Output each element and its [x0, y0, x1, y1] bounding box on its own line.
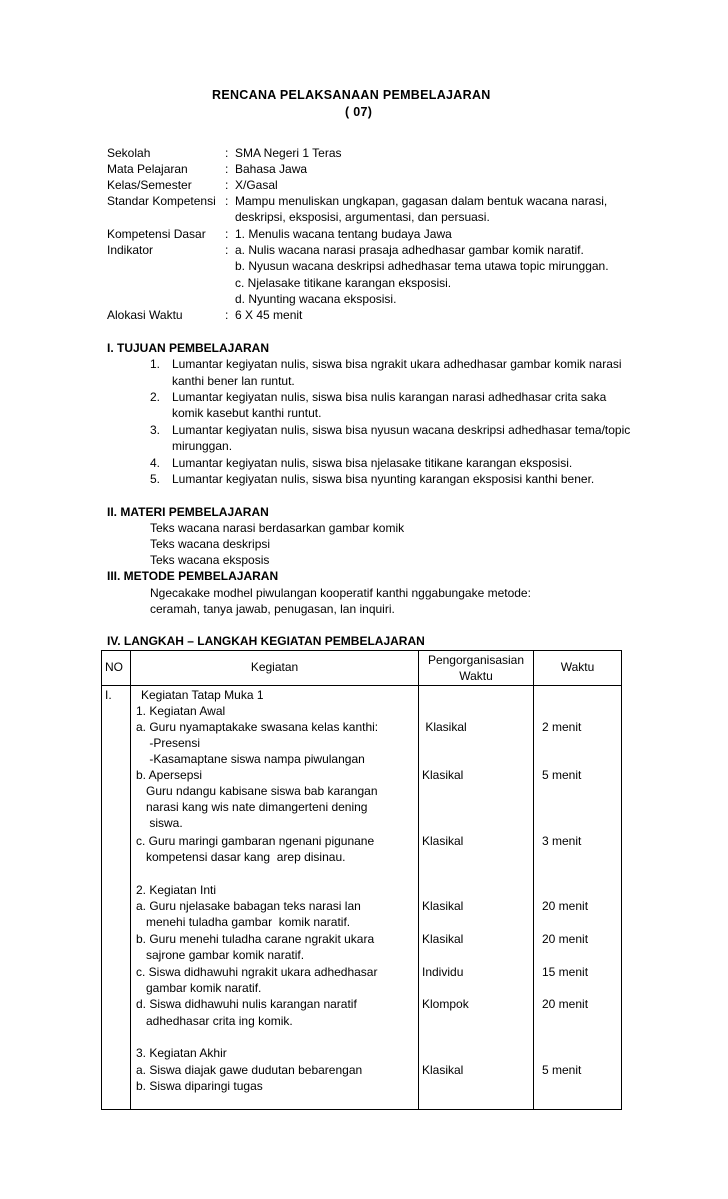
- table-cell-kegiatan: d. Siswa didhawuhi nulis karangan naratif: [136, 997, 357, 1011]
- table-row-number: I.: [105, 688, 112, 702]
- section-heading-metode: III. METODE PEMBELAJARAN: [107, 569, 279, 583]
- list-item-number: 5.: [150, 472, 161, 486]
- list-item-text: Lumantar kegiyatan nulis, siswa bisa njelasake titikane karangan eksposisi.: [172, 456, 573, 470]
- table-cell-kegiatan: 1. Kegiatan Awal: [136, 704, 226, 718]
- table-cell-pengorganisasian: Individu: [422, 965, 464, 979]
- table-cell-kegiatan: b. Guru menehi tuladha carane ngrakit ukara: [136, 932, 375, 946]
- table-cell-waktu: 15 menit: [542, 965, 589, 979]
- table-border-left: [101, 650, 102, 1110]
- identity-label: Sekolah: [107, 146, 151, 160]
- identity-label: Kelas/Semester: [107, 178, 192, 192]
- table-cell-waktu: 20 menit: [542, 899, 589, 913]
- materi-line: Teks wacana deskripsi: [150, 537, 271, 551]
- table-cell-waktu: 3 menit: [542, 834, 582, 848]
- section-heading-langkah: IV. LANGKAH – LANGKAH KEGIATAN PEMBELAJARAN: [107, 634, 425, 648]
- table-border-bottom: [101, 1109, 622, 1110]
- identity-value: deskripsi, eksposisi, argumentasi, dan persuasi.: [235, 210, 490, 224]
- table-cell-kegiatan: 2. Kegiatan Inti: [136, 883, 217, 897]
- table-cell-waktu: 20 menit: [542, 997, 589, 1011]
- list-item-number: 3.: [150, 423, 161, 437]
- identity-value: SMA Negeri 1 Teras: [235, 146, 342, 160]
- list-item-number: 1.: [150, 357, 161, 371]
- table-cell-pengorganisasian: Klasikal: [422, 834, 464, 848]
- list-item-number: 2.: [150, 390, 161, 404]
- identity-sep: :: [225, 308, 229, 322]
- metode-line: Ngecakake modhel piwulangan kooperatif kanthi nggabungake metode:: [150, 586, 531, 600]
- materi-line: Teks wacana narasi berdasarkan gambar komik: [150, 521, 405, 535]
- identity-value: d. Nyunting wacana eksposisi.: [235, 292, 397, 306]
- list-item-text: Lumantar kegiyatan nulis, siswa bisa nyusun wacana deskripsi adhedhasar tema/topic: [172, 423, 631, 437]
- table-cell-kegiatan: adhedhasar crita ing komik.: [136, 1014, 293, 1028]
- table-header-no: NO: [105, 660, 123, 674]
- identity-value: Mampu menuliskan ungkapan, gagasan dalam bentuk wacana narasi,: [235, 194, 608, 208]
- table-cell-kegiatan: b. Apersepsi: [136, 768, 203, 782]
- table-header-pengorganisasian-waktu: Waktu: [459, 669, 493, 683]
- materi-line: Teks wacana eksposis: [150, 553, 270, 567]
- table-cell-kegiatan: a. Guru njelasake babagan teks narasi lan: [136, 899, 361, 913]
- table-header-pengorganisasian: Pengorganisasian: [427, 653, 525, 667]
- table-cell-kegiatan: kompetensi dasar kang arep disinau.: [136, 850, 346, 864]
- identity-sep: :: [225, 178, 229, 192]
- table-divider-peng: [533, 650, 534, 1110]
- table-cell-pengorganisasian: Klompok: [422, 997, 469, 1011]
- metode-line: ceramah, tanya jawab, penugasan, lan inquiri.: [150, 602, 395, 616]
- identity-value: 1. Menulis wacana tentang budaya Jawa: [235, 227, 452, 241]
- table-cell-waktu: 20 menit: [542, 932, 589, 946]
- table-cell-waktu: 5 menit: [542, 768, 582, 782]
- list-item-text: Lumantar kegiyatan nulis, siswa bisa nyunting karangan eksposisi kanthi bener.: [172, 472, 595, 486]
- table-cell-waktu: 2 menit: [542, 720, 582, 734]
- table-cell-kegiatan: b. Siswa diparingi tugas: [136, 1079, 263, 1093]
- table-cell-kegiatan: Guru ndangu kabisane siswa bab karangan: [136, 784, 378, 798]
- list-item-text: kanthi bener lan runtut.: [172, 374, 295, 388]
- table-cell-pengorganisasian: Klasikal: [422, 720, 467, 734]
- table-cell-kegiatan: c. Guru maringi gambaran ngenani pigunane: [136, 834, 375, 848]
- table-cell-kegiatan: c. Siswa didhawuhi ngrakit ukara adhedhasar: [136, 965, 378, 979]
- table-border-right: [621, 650, 622, 1110]
- identity-sep: :: [225, 243, 229, 257]
- document-title: RENCANA PELAKSANAAN PEMBELAJARAN: [212, 88, 491, 102]
- identity-label: Alokasi Waktu: [107, 308, 183, 322]
- table-cell-pengorganisasian: Klasikal: [422, 1063, 464, 1077]
- table-cell-kegiatan: a. Guru nyamaptakake swasana kelas kanthi:: [136, 720, 379, 734]
- list-item-text: Lumantar kegiyatan nulis, siswa bisa ngrakit ukara adhedhasar gambar komik narasi: [172, 357, 622, 371]
- table-divider-kegiatan: [418, 650, 419, 1110]
- identity-sep: :: [225, 194, 229, 208]
- table-cell-kegiatan: a. Siswa diajak gawe dudutan bebarengan: [136, 1063, 363, 1077]
- identity-label: Mata Pelajaran: [107, 162, 188, 176]
- identity-value: 6 X 45 menit: [235, 308, 303, 322]
- table-header-kegiatan: Kegiatan: [250, 660, 299, 674]
- list-item-number: 4.: [150, 456, 161, 470]
- identity-value: a. Nulis wacana narasi prasaja adhedhasar gambar komik naratif.: [235, 243, 584, 257]
- identity-value: X/Gasal: [235, 178, 278, 192]
- list-item-text: komik kasebut kanthi runtut.: [172, 406, 322, 420]
- identity-value: b. Nyusun wacana deskripsi adhedhasar tema utawa topic mirunggan.: [235, 259, 609, 273]
- table-cell-kegiatan: sajrone gambar komik naratif.: [136, 948, 305, 962]
- table-cell-pengorganisasian: Klasikal: [422, 768, 464, 782]
- table-cell-kegiatan: Kegiatan Tatap Muka 1: [141, 688, 264, 702]
- table-cell-pengorganisasian: Klasikal: [422, 932, 464, 946]
- table-border-top: [101, 650, 622, 651]
- identity-value: Bahasa Jawa: [235, 162, 308, 176]
- table-divider-no: [130, 650, 131, 1110]
- identity-label: Standar Kompetensi: [107, 194, 216, 208]
- identity-label: Indikator: [107, 243, 154, 257]
- table-cell-waktu: 5 menit: [542, 1063, 582, 1077]
- table-cell-kegiatan: siswa.: [136, 816, 183, 830]
- section-heading-tujuan: I. TUJUAN PEMBELAJARAN: [107, 341, 270, 355]
- table-border-header: [101, 685, 622, 686]
- section-heading-materi: II. MATERI PEMBELAJARAN: [107, 505, 269, 519]
- identity-label: Kompetensi Dasar: [107, 227, 206, 241]
- table-cell-kegiatan: -Presensi: [136, 736, 201, 750]
- table-cell-kegiatan: -Kasamaptane siswa nampa piwulangan: [136, 752, 365, 766]
- table-cell-pengorganisasian: Klasikal: [422, 899, 464, 913]
- table-cell-kegiatan: narasi kang wis nate dimangerteni dening: [136, 800, 368, 814]
- table-header-waktu: Waktu: [560, 660, 595, 674]
- identity-value: c. Njelasake titikane karangan eksposisi.: [235, 276, 452, 290]
- list-item-text: mirunggan.: [172, 439, 233, 453]
- list-item-text: Lumantar kegiyatan nulis, siswa bisa nulis karangan narasi adhedhasar crita saka: [172, 390, 607, 404]
- table-cell-kegiatan: gambar komik naratif.: [136, 981, 262, 995]
- identity-sep: :: [225, 227, 229, 241]
- document-number: ( 07): [345, 105, 373, 119]
- identity-sep: :: [225, 146, 229, 160]
- identity-sep: :: [225, 162, 229, 176]
- table-cell-kegiatan: menehi tuladha gambar komik naratif.: [136, 915, 351, 929]
- table-cell-kegiatan: 3. Kegiatan Akhir: [136, 1046, 227, 1060]
